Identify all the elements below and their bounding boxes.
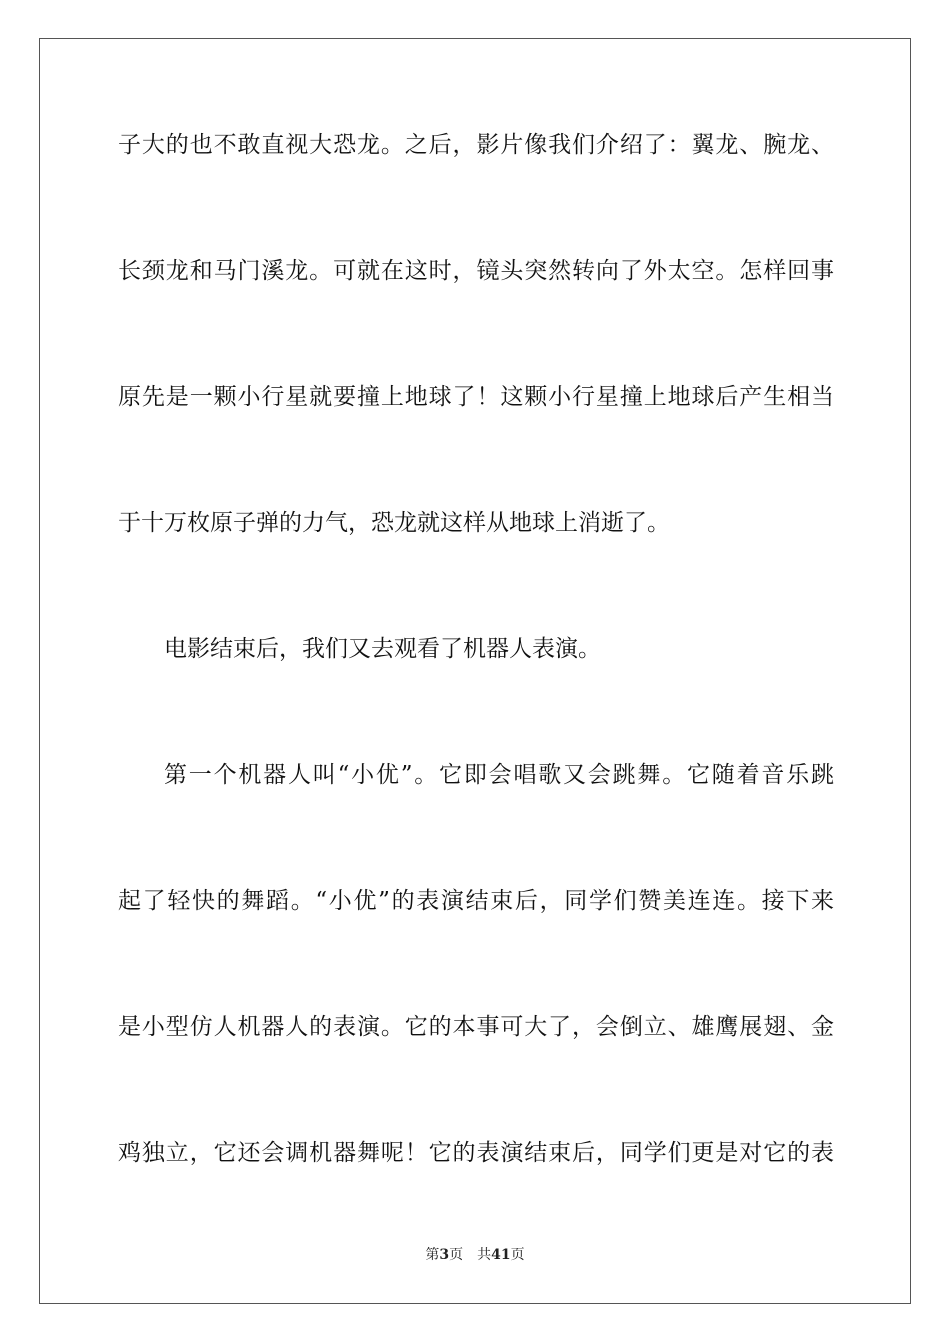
total-pages: 41 <box>491 1247 511 1263</box>
text-line: 鸡独立，它还会调机器舞呢！它的表演结束后，同学们更是对它的表 <box>118 1140 834 1166</box>
page-number: 3 <box>439 1247 450 1263</box>
text-line: 原先是一颗小行星就要撞上地球了！这颗小行星撞上地球后产生相当 <box>118 384 834 410</box>
page-prefix: 第 <box>425 1247 440 1263</box>
total-suffix: 页 <box>510 1247 525 1263</box>
text-line: 是小型仿人机器人的表演。它的本事可大了，会倒立、雄鹰展翅、金 <box>118 1014 834 1040</box>
page-suffix: 页 <box>449 1247 464 1263</box>
paragraph-line: 电影结束后，我们又去观看了机器人表演。 <box>164 636 601 662</box>
text-line: 于十万枚原子弹的力气，恐龙就这样从地球上消逝了。 <box>118 510 670 536</box>
text-line: 起了轻快的舞蹈。“小优”的表演结束后，同学们赞美连连。接下来 <box>118 888 834 914</box>
paragraph-line: 第一个机器人叫“小优”。它即会唱歌又会跳舞。它随着音乐跳 <box>164 762 834 788</box>
text-line: 长颈龙和马门溪龙。可就在这时，镜头突然转向了外太空。怎样回事 <box>118 258 834 284</box>
total-prefix: 共 <box>477 1247 492 1263</box>
page-footer <box>0 1246 950 1264</box>
page-border <box>39 38 911 1304</box>
text-line: 子大的也不敢直视大恐龙。之后，影片像我们介绍了：翼龙、腕龙、 <box>118 132 834 158</box>
